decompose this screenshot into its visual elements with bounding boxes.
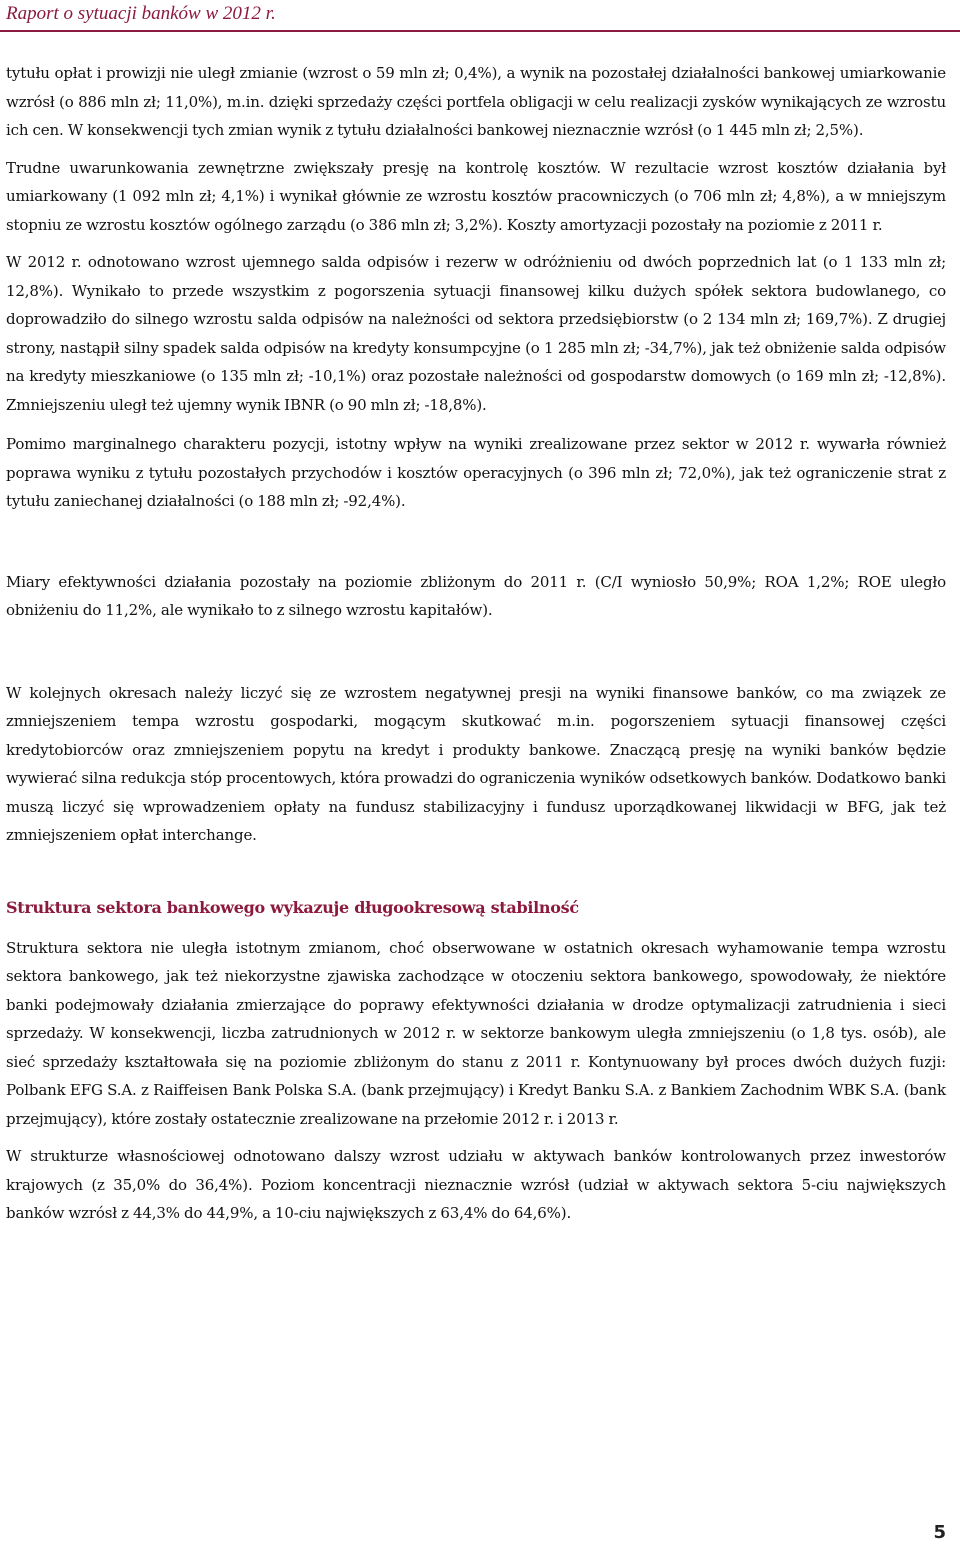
paragraph-ownership-structure: W strukturze własnościowej odnotowano dalszy wzrost udziału w aktywach banków kontrolowanych przez inwestorów krajowych (z 35,0% do 36,4%). Poziom koncentracji nieznacznie wzrósł (udział w aktywach sektora 5-ciu największych banków wzrósł z 44,3% do 44,9%, a 10-ciu największych z 63,4% do 64,6%).: [6, 1147, 946, 1222]
paragraph-provisions: W 2012 r. odnotowano wzrost ujemnego salda odpisów i rezerw w odróżnieniu od dwóch poprzednich lat (o 1 133 mln zł; 12,8%). Wynikało to przede wszystkim z pogorszenia sytuacji finansowej kilku dużych spółek sektora budowlanego, co doprowadziło do silnego wzrostu salda odpisów na należności od sektora przedsiębiorstw (o 2 134 mln zł; 169,7%). Z drugiej strony, nastąpił silny spadek salda odpisów na kredyty konsumpcyjne (o 1 285 mln zł; -34,7%), jak też obniżenie salda odpisów na kredyty mieszkaniowe (o 135 mln zł; -10,1%) oraz pozostałe należności od gospodarstw domowych (o 169 mln zł; -12,8%). Zmniejszeniu uległ też ujemny wynik IBNR (o 90 mln zł; -18,8%).: [6, 253, 946, 414]
paragraph-other-operating: Pomimo marginalnego charakteru pozycji, istotny wpływ na wyniki zrealizowane przez sektor w 2012 r. wywarła również poprawa wyniku z tytułu pozostałych przychodów i kosztów operacyjnych (o 396 mln zł; 72,0%), jak też ograniczenie strat z tytułu zaniechanej działalności (o 188 mln zł; -92,4%).: [6, 435, 946, 510]
paragraph-outlook: W kolejnych okresach należy liczyć się ze wzrostem negatywnej presji na wyniki finansowe banków, co ma związek ze zmniejszeniem tempa wzrostu gospodarki, mogącym skutkować m.in. pogorszeniem sytuacji finansowej części kredytobiorców oraz zmniejszeniem popytu na kredyt i produkty bankowe. Znaczącą presję na wyniki banków będzie wywierać silna redukcja stóp procentowych, która prowadzi do ograniczenia wyników odsetkowych banków. Dodatkowo banki muszą liczyć się wprowadzeniem opłaty na fundusz stabilizacyjny i fundusz uporządkowanej likwidacji w BFG, jak też zmniejszeniem opłat interchange.: [6, 683, 946, 844]
paragraph-efficiency-measures: Miary efektywności działania pozostały na poziomie zbliżonym do 2011 r. (C/I wyniosło 50,9%; ROA 1,2%; ROE uległo obniżeniu do 11,2%, ale wynikało to z silnego wzrostu kapitałów).: [6, 572, 946, 619]
section-heading: Struktura sektora bankowego wykazuje długookresową stabilność: [6, 897, 579, 917]
page-number: 5: [933, 1522, 946, 1543]
paragraph-fee-income: tytułu opłat i prowizji nie uległ zmianie (wzrost o 59 mln zł; 0,4%), a wynik na pozostałej działalności bankowej umiarkowanie wzrósł (o 886 mln zł; 11,0%), m.in. dzięki sprzedaży części portfela obligacji w celu realizacji zysków wynikających ze wzrostu ich cen. W konsekwencji tych zmian wynik z tytułu działalności bankowej nieznacznie wzrósł (o 1 445 mln zł; 2,5%).: [6, 64, 946, 139]
paragraph-sector-structure: Struktura sektora nie uległa istotnym zmianom, choć obserwowane w ostatnich okresach wyhamowanie tempa wzrostu sektora bankowego, jak też niekorzystne zjawiska zachodzące w otoczeniu sektora bankowego, spowodowały, że niektóre banki podejmowały działania zmierzające do poprawy efektywności działania w drodze optymalizacji zatrudnienia i sieci sprzedaży. W konsekwencji, liczba zatrudnionych w 2012 r. w sektorze bankowym uległa zmniejszeniu (o 1,8 tys. osób), ale sieć sprzedaży kształtowała się na poziomie zbliżonym do stanu z 2011 r. Kontynuowany był proces dwóch dużych fuzji: Polbank EFG S.A. z Raiffeisen Bank Polska S.A. (bank przejmujący) i Kredyt Banku S.A. z Bankiem Zachodnim WBK S.A. (bank przejmujący), które zostały ostatecznie zrealizowane na przełomie 2012 r. i 2013 r.: [6, 938, 946, 1128]
report-title: Raport o sytuacji banków w 2012 r.: [6, 3, 276, 24]
page-body: [6, 59, 946, 1228]
page-header: [0, 0, 960, 32]
paragraph-operating-costs: Trudne uwarunkowania zewnętrzne zwiększały presję na kontrolę kosztów. W rezultacie wzrost kosztów działania był umiarkowany (1 092 mln zł; 4,1%) i wynikał głównie ze wzrostu kosztów pracowniczych (o 706 mln zł; 4,8%), a w mniejszym stopniu ze wzrostu kosztów ogólnego zarządu (o 386 mln zł; 3,2%). Koszty amortyzacji pozostały na poziomie z 2011 r.: [6, 158, 946, 234]
